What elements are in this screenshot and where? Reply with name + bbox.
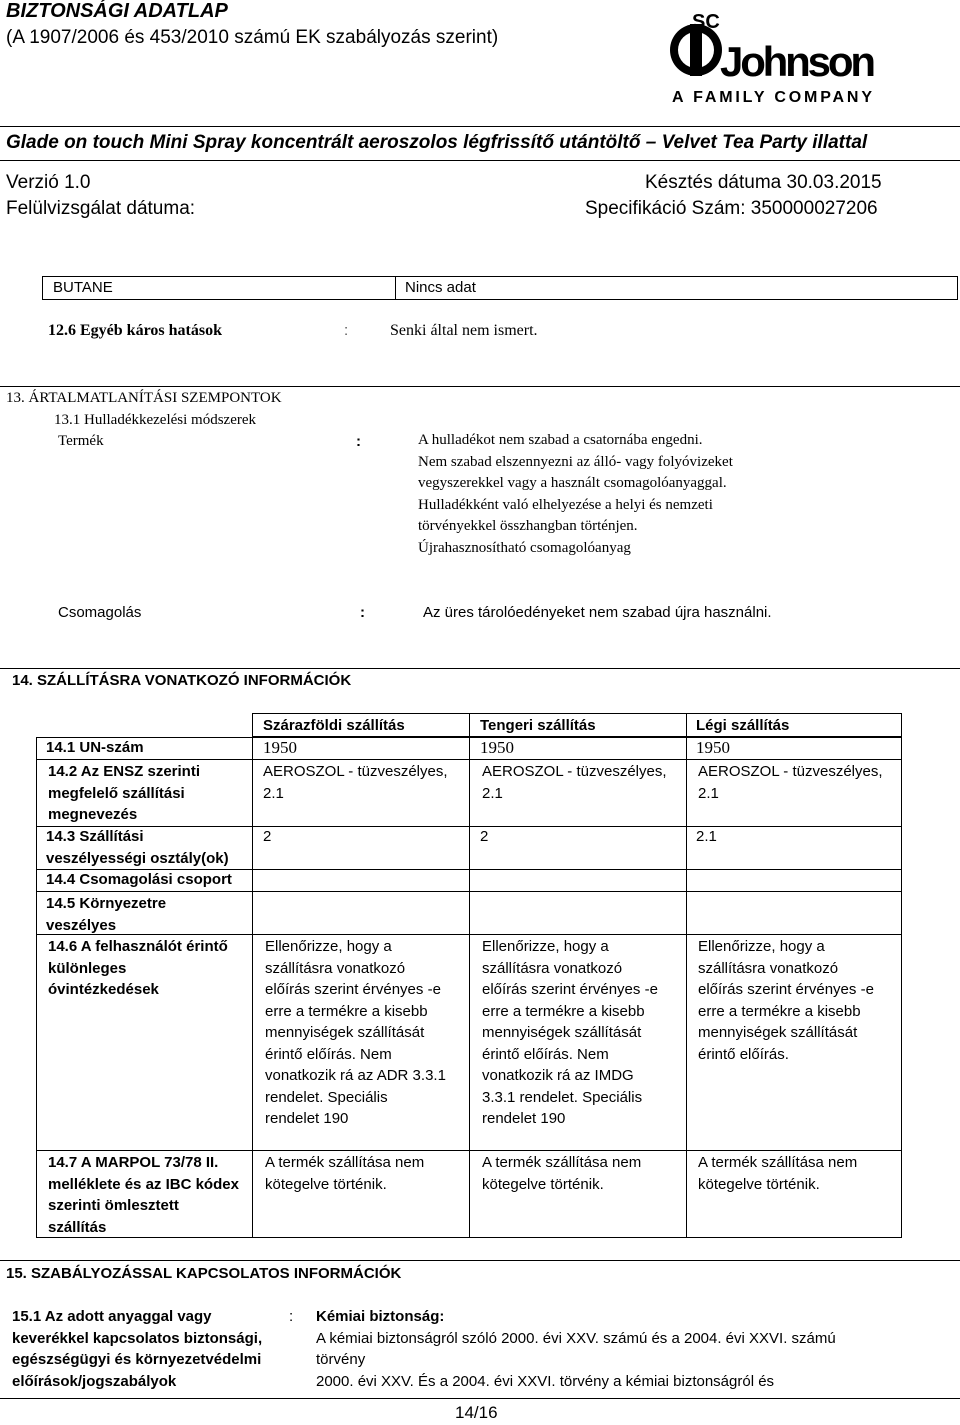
hazard-class-label	[46, 826, 229, 869]
marpol-land	[265, 1152, 424, 1195]
butane-value: Nincs adat	[405, 279, 476, 296]
svg-text:Johnson: Johnson	[720, 38, 876, 85]
document-title: BIZTONSÁGI ADATLAP	[6, 0, 228, 22]
section-12-6-value: Senki által nem ismert.	[390, 322, 538, 339]
disposal-line: törvényekkel összhangban történjen.	[418, 518, 638, 534]
section-14-title	[12, 672, 351, 689]
value-line: szállításra vonatkozó	[698, 959, 839, 977]
section-13-1-subtitle: 13.1 Hulladékkezelési módszerek	[54, 412, 257, 428]
value-line: rendelet 190	[265, 1110, 349, 1127]
value-line: A termék szállítása nem	[482, 1154, 642, 1171]
section-15-1-label	[12, 1306, 262, 1392]
table-hline	[36, 869, 902, 870]
value-line: 2.1	[698, 784, 719, 802]
disposal-line: Hulladékként való elhelyezése a helyi és nemzeti	[418, 496, 713, 513]
butane-divider	[395, 276, 396, 300]
value-line: erre a termékre a kisebb	[482, 1002, 645, 1020]
table-vline	[686, 713, 687, 1238]
table-vline	[252, 713, 253, 1238]
regulation-subtitle: (A 1907/2006 és 453/2010 számú EK szabályozás szerint)	[6, 27, 499, 48]
value-line: előírás szerint érvényes -e	[698, 981, 874, 998]
value-line: Ellenőrizze, hogy a	[265, 938, 392, 955]
value-line: erre a termékre a kisebb	[698, 1002, 861, 1020]
label-line: melléklete és az IBC kódex	[48, 1175, 239, 1193]
value-line: AEROSZOL - tüzveszélyes,	[263, 763, 448, 780]
butane-row	[42, 276, 958, 300]
disposal-line: A hulladékot nem szabad a csatornába engedni.	[418, 432, 703, 448]
product-colon: :	[356, 433, 361, 450]
value-line: 2.1	[482, 784, 503, 802]
label-line: 14.3 Szállítási	[46, 828, 144, 845]
shipping-name-air	[698, 761, 883, 804]
marpol-air	[698, 1152, 857, 1195]
section-12-6-label: 12.6 Egyéb káros hatások	[48, 322, 222, 339]
value-line: érintő előírás.	[698, 1045, 789, 1063]
packaging-label: Csomagolás	[58, 604, 142, 621]
value-line: A termék szállítása nem	[698, 1154, 858, 1171]
product-disposal-text	[418, 430, 733, 559]
svg-text:A FAMILY COMPANY: A FAMILY COMPANY	[672, 89, 876, 106]
value-line: 3.3.1 rendelet. Speciális	[482, 1088, 643, 1106]
page-number: 14/16	[455, 1403, 498, 1422]
label-line: veszélyes	[46, 916, 117, 934]
value-line: vonatkozik rá az IMDG	[482, 1067, 634, 1084]
shipping-name-label	[48, 761, 200, 826]
value-line: kötegelve történik.	[265, 1175, 387, 1193]
packaging-value: Az üres tárolóedényeket nem szabad újra használni.	[423, 604, 772, 621]
un-number-label: 14.1 UN-szám	[46, 739, 144, 756]
un-number-sea: 1950	[480, 738, 514, 757]
value-line: rendelet. Speciális	[265, 1088, 388, 1106]
label-line: 15.1 Az adott anyaggal vagy	[12, 1308, 212, 1325]
value-line: vonatkozik rá az ADR 3.3.1	[265, 1067, 446, 1084]
value-line: kötegelve történik.	[482, 1175, 604, 1193]
label-line: megfelelő szállítási	[48, 784, 185, 802]
logo-graphic	[668, 8, 880, 108]
value-line: előírás szerint érvényes -e	[265, 981, 441, 998]
specification-number: Specifikáció Szám: 350000027206	[585, 198, 878, 219]
un-number-air: 1950	[696, 738, 730, 757]
disposal-line: Nem szabad elszennyezni az álló- vagy folyóvizeket	[418, 453, 733, 470]
value-line: kötegelve történik.	[698, 1175, 820, 1193]
disposal-line: Újrahasznosítható csomagolóanyag	[418, 539, 631, 556]
regulation-line: 2000. évi XXV. És a 2004. évi XXVI. törvény a kémiai biztonságról és	[316, 1372, 775, 1390]
value-line: mennyiségek szállítását	[482, 1024, 642, 1041]
table-hline	[36, 891, 902, 892]
table-hline	[36, 759, 902, 760]
environmental-hazard-label	[46, 893, 166, 936]
packaging-colon: :	[360, 604, 365, 621]
label-line: szerinti ömlesztett	[48, 1197, 179, 1214]
version: Verzió 1.0	[6, 172, 91, 193]
value-line: mennyiségek szállítását	[698, 1024, 858, 1041]
label-line: 14.6 A felhasználót érintő	[48, 938, 228, 955]
section-15-title: 15. SZABÁLYOZÁSSAL KAPCSOLATOS INFORMÁCIÓK	[6, 1265, 402, 1282]
product-name: Glade on touch Mini Spray koncentrált aeroszolos légfrissítő utántöltő – Velvet Tea Party illattal	[6, 132, 868, 153]
un-number-land: 1950	[263, 738, 297, 757]
regulation-line: A kémiai biztonságról szóló 2000. évi XXV. számú és a 2004. évi XXVI. számú	[316, 1329, 836, 1347]
label-line: szállítás	[48, 1218, 107, 1236]
value-line: szállításra vonatkozó	[482, 959, 623, 977]
value-line: AEROSZOL - tüzveszélyes,	[482, 763, 667, 780]
column-land: Szárazföldi szállítás	[263, 717, 405, 734]
hazard-class-sea: 2	[480, 828, 489, 845]
hazard-class-air: 2.1	[696, 828, 717, 845]
section-13-title: 13. ÁRTALMATLANÍTÁSI SZEMPONTOK	[6, 390, 282, 406]
precautions-land	[265, 936, 446, 1130]
marpol-label	[48, 1152, 239, 1238]
section-15-1-colon: :	[289, 1308, 294, 1325]
value-line: A termék szállítása nem	[265, 1154, 425, 1171]
value-line: előírás szerint érvényes -e	[482, 981, 658, 998]
label-line: veszélyességi osztály(ok)	[46, 849, 229, 867]
label-line: előírások/jogszabályok	[12, 1372, 177, 1390]
value-line: rendelet 190	[482, 1110, 566, 1127]
preparation-date: Késztés dátuma 30.03.2015	[645, 172, 882, 193]
section-14-title-text: 14. SZÁLLÍTÁSRA VONATKOZÓ INFORMÁCIÓK	[12, 672, 352, 689]
label-line: egészségügyi és környezetvédelmi	[12, 1351, 262, 1368]
column-air: Légi szállítás	[696, 717, 790, 734]
value-line: érintő előírás. Nem	[265, 1045, 392, 1063]
shipping-name-sea	[482, 761, 667, 804]
review-date: Felülvizsgálat dátuma:	[6, 198, 196, 219]
disposal-line: vegyszerekkel vagy a használt csomagolóanyaggal.	[418, 475, 727, 491]
regulation-line: törvény	[316, 1351, 366, 1368]
label-line: 14.5 Környezetre	[46, 895, 167, 912]
value-line: Ellenőrizze, hogy a	[698, 938, 825, 955]
value-line: Ellenőrizze, hogy a	[482, 938, 609, 955]
svg-text:SC: SC	[692, 11, 720, 33]
hazard-class-land: 2	[263, 828, 272, 845]
chemical-safety-heading: Kémiai biztonság:	[316, 1308, 445, 1325]
value-line: mennyiségek szállítását	[265, 1024, 425, 1041]
precautions-sea	[482, 936, 658, 1130]
label-line: 14.2 Az ENSZ szerinti	[48, 763, 200, 780]
label-line: megnevezés	[48, 806, 138, 823]
chemical-safety-text	[316, 1306, 836, 1392]
table-vline	[469, 713, 470, 1238]
precautions-label	[48, 936, 228, 1001]
column-sea: Tengeri szállítás	[480, 717, 596, 734]
table-hline	[36, 1150, 902, 1151]
packing-group-label: 14.4 Csomagolási csoport	[46, 871, 232, 888]
butane-name: BUTANE	[53, 279, 113, 296]
precautions-air	[698, 936, 874, 1065]
product-label: Termék	[58, 433, 104, 449]
section-12-6-colon: :	[344, 322, 349, 339]
label-line: különleges	[48, 959, 127, 977]
value-line: AEROSZOL - tüzveszélyes,	[698, 763, 883, 780]
marpol-sea	[482, 1152, 641, 1195]
value-line: érintő előírás. Nem	[482, 1045, 609, 1063]
value-line: erre a termékre a kisebb	[265, 1002, 428, 1020]
value-line: szállításra vonatkozó	[265, 959, 406, 977]
value-line: 2.1	[263, 784, 284, 802]
label-line: 14.7 A MARPOL 73/78 II.	[48, 1154, 219, 1171]
shipping-name-land	[263, 761, 448, 804]
label-line: keverékkel kapcsolatos biztonsági,	[12, 1329, 263, 1347]
sc-johnson-logo	[668, 8, 880, 108]
label-line: óvintézkedések	[48, 981, 159, 998]
